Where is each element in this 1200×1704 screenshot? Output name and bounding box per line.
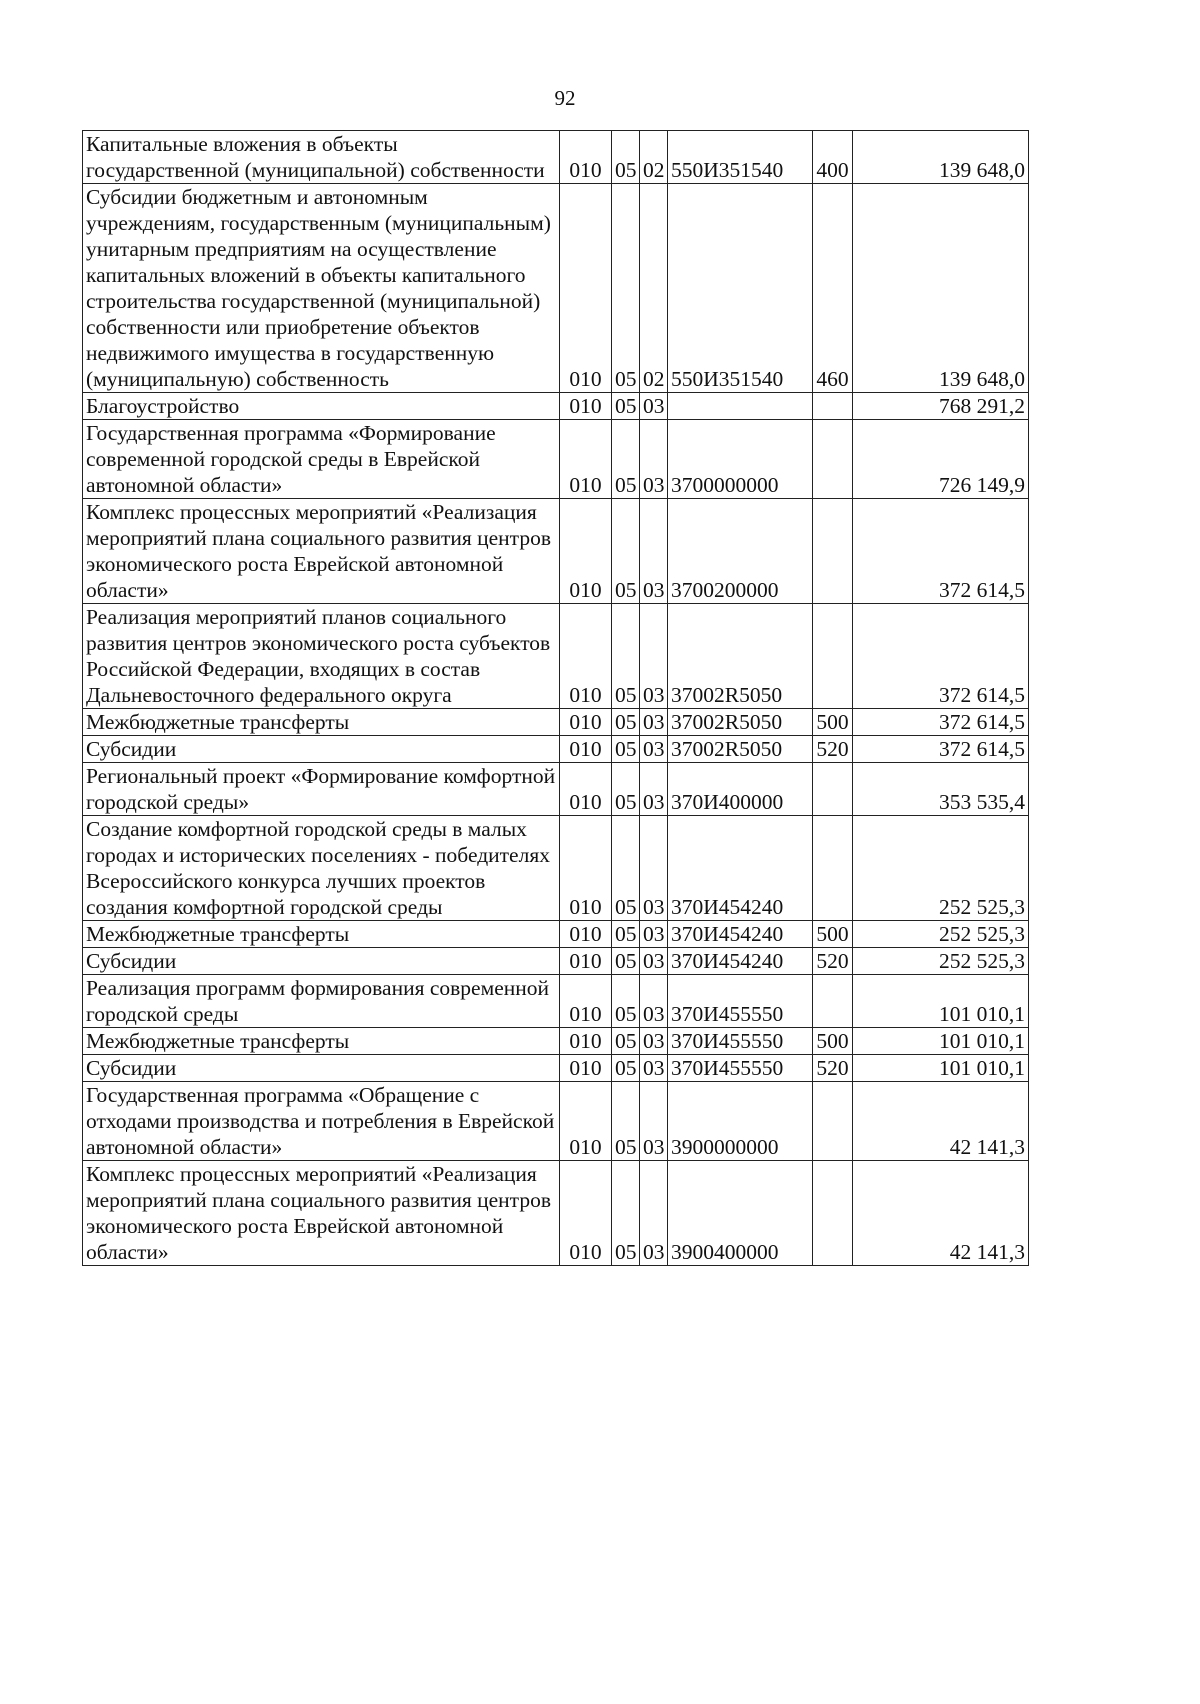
section-code-cell: 05 — [612, 1161, 640, 1266]
table-row — [83, 1028, 1029, 1055]
target-item-cell: 37002R5050 — [668, 736, 813, 763]
section-code-cell: 05 — [612, 1028, 640, 1055]
table-row — [83, 604, 1029, 709]
table-row — [83, 184, 1029, 393]
section-code-cell: 05 — [612, 709, 640, 736]
table-row — [83, 921, 1029, 948]
ministry-code-cell: 010 — [560, 499, 612, 604]
row-name-cell: Благоустройство — [83, 393, 560, 420]
ministry-code-cell: 010 — [560, 393, 612, 420]
target-item-cell: 3900000000 — [668, 1082, 813, 1161]
ministry-code-cell: 010 — [560, 948, 612, 975]
subsection-code-cell: 03 — [640, 1082, 668, 1161]
table-row — [83, 975, 1029, 1028]
row-name-cell: Создание комфортной городской среды в малых городах и исторических поселениях - победителях Всероссийского конкурса лучших проектов создания комфортной городской среды — [83, 816, 560, 921]
table-row — [83, 1082, 1029, 1161]
table-row — [83, 393, 1029, 420]
expense-type-cell: 520 — [813, 1055, 853, 1082]
expense-type-cell — [813, 420, 853, 499]
target-item-cell: 370И455550 — [668, 975, 813, 1028]
section-code-cell: 05 — [612, 816, 640, 921]
target-item-cell: 370И455550 — [668, 1055, 813, 1082]
ministry-code-cell: 010 — [560, 709, 612, 736]
target-item-cell: 550И351540 — [668, 184, 813, 393]
expense-type-cell — [813, 393, 853, 420]
amount-cell: 42 141,3 — [853, 1161, 1029, 1266]
row-name-cell: Государственная программа «Обращение с отходами производства и потребления в Еврейской автономной области» — [83, 1082, 560, 1161]
expense-type-cell: 400 — [813, 131, 853, 184]
amount-cell: 372 614,5 — [853, 736, 1029, 763]
table-row — [83, 736, 1029, 763]
target-item-cell: 3900400000 — [668, 1161, 813, 1266]
row-name-cell: Субсидии — [83, 948, 560, 975]
section-code-cell: 05 — [612, 1082, 640, 1161]
subsection-code-cell: 03 — [640, 604, 668, 709]
target-item-cell: 370И454240 — [668, 816, 813, 921]
ministry-code-cell: 010 — [560, 604, 612, 709]
subsection-code-cell: 03 — [640, 921, 668, 948]
ministry-code-cell: 010 — [560, 184, 612, 393]
amount-cell: 139 648,0 — [853, 184, 1029, 393]
section-code-cell: 05 — [612, 736, 640, 763]
target-item-cell: 3700200000 — [668, 499, 813, 604]
table-row — [83, 1161, 1029, 1266]
table-row — [83, 763, 1029, 816]
amount-cell: 101 010,1 — [853, 1055, 1029, 1082]
subsection-code-cell: 03 — [640, 816, 668, 921]
expense-type-cell: 500 — [813, 921, 853, 948]
expense-type-cell: 520 — [813, 948, 853, 975]
ministry-code-cell: 010 — [560, 816, 612, 921]
target-item-cell: 37002R5050 — [668, 709, 813, 736]
target-item-cell: 370И455550 — [668, 1028, 813, 1055]
row-name-cell: Комплекс процессных мероприятий «Реализация мероприятий плана социального развития центров экономического роста Еврейской автономной области» — [83, 1161, 560, 1266]
amount-cell: 768 291,2 — [853, 393, 1029, 420]
ministry-code-cell: 010 — [560, 921, 612, 948]
target-item-cell — [668, 393, 813, 420]
table-row — [83, 948, 1029, 975]
row-name-cell: Субсидии — [83, 1055, 560, 1082]
target-item-cell: 550И351540 — [668, 131, 813, 184]
subsection-code-cell: 03 — [640, 763, 668, 816]
target-item-cell: 370И400000 — [668, 763, 813, 816]
section-code-cell: 05 — [612, 763, 640, 816]
expense-type-cell: 500 — [813, 709, 853, 736]
subsection-code-cell: 03 — [640, 1055, 668, 1082]
subsection-code-cell: 03 — [640, 1028, 668, 1055]
table-row — [83, 709, 1029, 736]
amount-cell: 101 010,1 — [853, 1028, 1029, 1055]
ministry-code-cell: 010 — [560, 1161, 612, 1266]
subsection-code-cell: 03 — [640, 975, 668, 1028]
subsection-code-cell: 03 — [640, 420, 668, 499]
expense-type-cell — [813, 499, 853, 604]
amount-cell: 372 614,5 — [853, 604, 1029, 709]
row-name-cell: Государственная программа «Формирование современной городской среды в Еврейской автономной области» — [83, 420, 560, 499]
subsection-code-cell: 02 — [640, 184, 668, 393]
row-name-cell: Субсидии бюджетным и автономным учреждениям, государственным (муниципальным) унитарным предприятиям на осуществление капитальных вложений в объекты капитального строительства государственной (муниципальной) собственности или приобретение объектов недвижимого имущества в государственную (муниципальную) собственность — [83, 184, 560, 393]
amount-cell: 252 525,3 — [853, 816, 1029, 921]
subsection-code-cell: 03 — [640, 736, 668, 763]
expense-type-cell — [813, 604, 853, 709]
table-row — [83, 420, 1029, 499]
section-code-cell: 05 — [612, 420, 640, 499]
amount-cell: 252 525,3 — [853, 948, 1029, 975]
subsection-code-cell: 02 — [640, 131, 668, 184]
ministry-code-cell: 010 — [560, 763, 612, 816]
amount-cell: 252 525,3 — [853, 921, 1029, 948]
ministry-code-cell: 010 — [560, 420, 612, 499]
expense-type-cell — [813, 975, 853, 1028]
expense-type-cell — [813, 763, 853, 816]
section-code-cell: 05 — [612, 393, 640, 420]
ministry-code-cell: 010 — [560, 131, 612, 184]
table-row — [83, 499, 1029, 604]
table-row — [83, 131, 1029, 184]
subsection-code-cell: 03 — [640, 709, 668, 736]
section-code-cell: 05 — [612, 184, 640, 393]
section-code-cell: 05 — [612, 1055, 640, 1082]
section-code-cell: 05 — [612, 604, 640, 709]
subsection-code-cell: 03 — [640, 499, 668, 604]
section-code-cell: 05 — [612, 499, 640, 604]
row-name-cell: Региональный проект «Формирование комфортной городской среды» — [83, 763, 560, 816]
ministry-code-cell: 010 — [560, 1055, 612, 1082]
row-name-cell: Межбюджетные трансферты — [83, 921, 560, 948]
amount-cell: 353 535,4 — [853, 763, 1029, 816]
ministry-code-cell: 010 — [560, 1028, 612, 1055]
table-row — [83, 816, 1029, 921]
section-code-cell: 05 — [612, 975, 640, 1028]
subsection-code-cell: 03 — [640, 393, 668, 420]
section-code-cell: 05 — [612, 131, 640, 184]
target-item-cell: 37002R5050 — [668, 604, 813, 709]
target-item-cell: 370И454240 — [668, 948, 813, 975]
amount-cell: 42 141,3 — [853, 1082, 1029, 1161]
page-number: 92 — [554, 86, 576, 110]
target-item-cell: 370И454240 — [668, 921, 813, 948]
table-row — [83, 1055, 1029, 1082]
subsection-code-cell: 03 — [640, 1161, 668, 1266]
row-name-cell: Реализация мероприятий планов социального развития центров экономического роста субъектов Российской Федерации, входящих в состав Дальневосточного федерального округа — [83, 604, 560, 709]
expense-type-cell — [813, 816, 853, 921]
expense-type-cell: 520 — [813, 736, 853, 763]
amount-cell: 726 149,9 — [853, 420, 1029, 499]
expense-type-cell — [813, 1082, 853, 1161]
subsection-code-cell: 03 — [640, 948, 668, 975]
row-name-cell: Межбюджетные трансферты — [83, 1028, 560, 1055]
amount-cell: 372 614,5 — [853, 499, 1029, 604]
target-item-cell: 3700000000 — [668, 420, 813, 499]
section-code-cell: 05 — [612, 921, 640, 948]
ministry-code-cell: 010 — [560, 1082, 612, 1161]
amount-cell: 372 614,5 — [853, 709, 1029, 736]
ministry-code-cell: 010 — [560, 975, 612, 1028]
row-name-cell: Реализация программ формирования современной городской среды — [83, 975, 560, 1028]
row-name-cell: Субсидии — [83, 736, 560, 763]
expense-type-cell: 460 — [813, 184, 853, 393]
row-name-cell: Комплекс процессных мероприятий «Реализация мероприятий плана социального развития центров экономического роста Еврейской автономной области» — [83, 499, 560, 604]
expense-type-cell — [813, 1161, 853, 1266]
amount-cell: 139 648,0 — [853, 131, 1029, 184]
row-name-cell: Капитальные вложения в объекты государственной (муниципальной) собственности — [83, 131, 560, 184]
expense-type-cell: 500 — [813, 1028, 853, 1055]
amount-cell: 101 010,1 — [853, 975, 1029, 1028]
row-name-cell: Межбюджетные трансферты — [83, 709, 560, 736]
ministry-code-cell: 010 — [560, 736, 612, 763]
budget-table — [82, 130, 1029, 1266]
table-body — [83, 131, 1029, 1266]
section-code-cell: 05 — [612, 948, 640, 975]
